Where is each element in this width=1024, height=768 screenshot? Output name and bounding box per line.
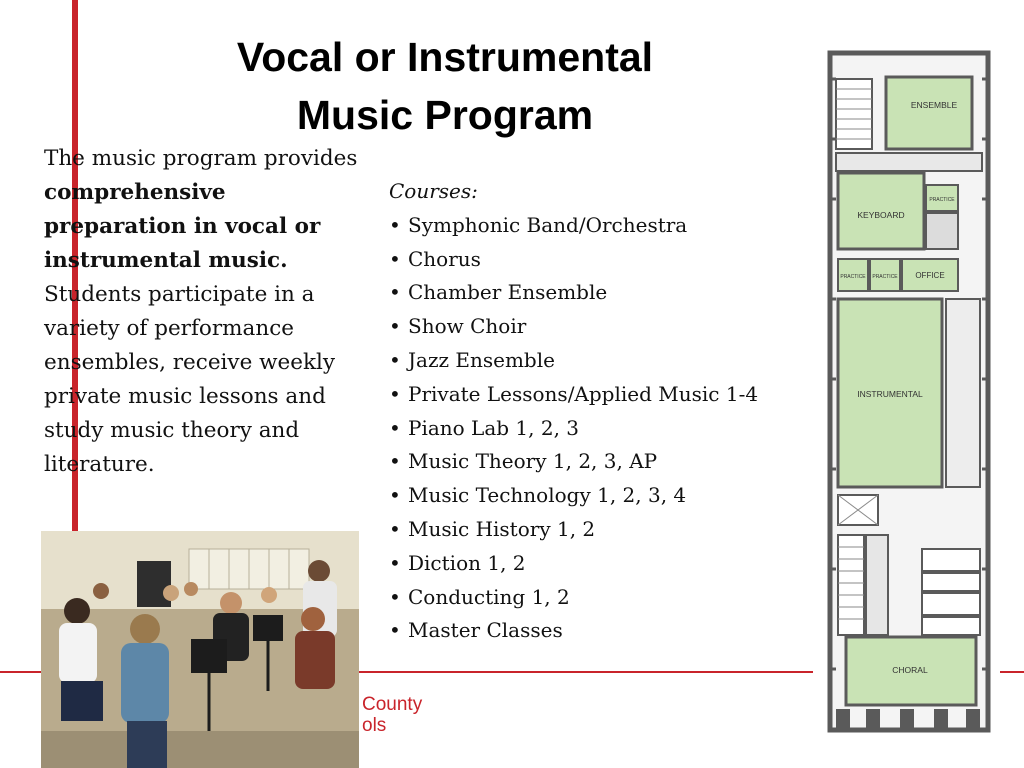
course-item: • Private Lessons/Applied Music 1-4 xyxy=(389,378,789,412)
intro-paragraph xyxy=(44,142,364,482)
room-label-keyboard: KEYBOARD xyxy=(857,210,905,220)
slide-title xyxy=(150,28,740,144)
red-horizontal-rule xyxy=(1000,671,1024,673)
room-label-choral: CHORAL xyxy=(892,665,928,675)
slide-title-line: Vocal or Instrumental xyxy=(236,34,654,80)
orchestra-photo-illustration xyxy=(41,531,359,768)
room-label-practice-top: PRACTICE xyxy=(929,197,955,203)
course-items xyxy=(389,209,789,648)
district-logo xyxy=(362,694,442,736)
course-item: • Master Classes xyxy=(389,614,789,648)
course-item: • Symphonic Band/Orchestra xyxy=(389,209,789,243)
room-label-office: OFFICE xyxy=(915,271,945,280)
course-item: • Jazz Ensemble xyxy=(389,344,789,378)
courses-list xyxy=(389,175,789,648)
orchestra-class-photo xyxy=(41,531,359,768)
course-item: • Chorus xyxy=(389,243,789,277)
floor-plan-drawing xyxy=(826,49,992,734)
logo-text: County xyxy=(362,694,423,715)
room-label-ensemble: ENSEMBLE xyxy=(910,100,958,110)
slide-title-line: Music Program xyxy=(296,92,594,138)
courses-heading: Courses: xyxy=(389,179,478,203)
red-horizontal-rule xyxy=(359,671,813,673)
room-label-instrumental: INSTRUMENTAL xyxy=(857,389,923,399)
course-item: • Conducting 1, 2 xyxy=(389,581,789,615)
course-item: • Music Theory 1, 2, 3, AP xyxy=(389,445,789,479)
intro-text: Students participate in a variety of performance ensembles, receive weekly private music lessons and study music theory and literature. xyxy=(44,282,336,477)
logo-text: ols xyxy=(362,715,387,736)
course-item: • Diction 1, 2 xyxy=(389,547,789,581)
course-item: • Show Choir xyxy=(389,310,789,344)
course-item: • Chamber Ensemble xyxy=(389,276,789,310)
room-label-practice-mid: PRACTICE xyxy=(872,274,898,280)
course-item: • Piano Lab 1, 2, 3 xyxy=(389,412,789,446)
intro-bold-text: comprehensive preparation in vocal or instrumental music. xyxy=(44,180,321,273)
course-item: • Music Technology 1, 2, 3, 4 xyxy=(389,479,789,513)
course-item: • Music History 1, 2 xyxy=(389,513,789,547)
red-horizontal-rule xyxy=(0,671,42,673)
intro-text: The music program provides xyxy=(44,146,358,171)
room-label-practice-left: PRACTICE xyxy=(840,274,866,280)
music-suite-floor-plan xyxy=(826,49,992,734)
